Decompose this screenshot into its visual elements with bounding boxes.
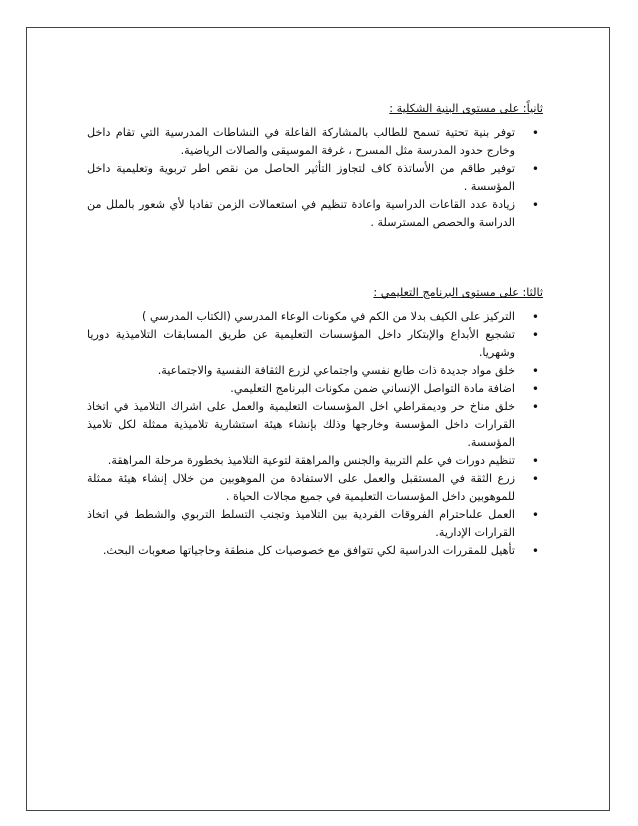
list-item: • العمل علىاحترام الفروقات الفردية بين التلاميذ وتجنب التسلط التربوي والشطط في اتخاذ القرارات الإدارية. [87, 506, 515, 542]
section-heading: ثانياً: على مستوى البنية الشكلية : [389, 102, 543, 115]
list-item: • توفير طاقم من الأساتذة كاف لتجاوز التأثير الحاصل من نقص اطر تربوية وتعليمية داخل المؤسسة . [87, 160, 515, 196]
list-item: • زرع الثقة في المستقبل والعمل على الاستفادة من الموهوبين من خلال إنشاء هيئة ممثلة للموهوبين داخل المؤسسات التعليمية في جميع مجالات الحياة . [87, 470, 515, 506]
document-body [87, 100, 543, 560]
bullet-list [87, 308, 543, 560]
list-item: • تنظيم دورات في علم التربية والجنس والمراهقة لتوعية التلاميذ بخطورة مرحلة المراهقة. [87, 452, 515, 470]
list-item: • اضافة مادة التواصل الإنساني ضمن مكونات البرنامج التعليمي. [87, 380, 515, 398]
list-item: • خلق مناخ حر وديمقراطي اخل المؤسسات التعليمية والعمل على اشراك التلاميذ في اتخاذ القرارات داخل المؤسسة وخارجها وذلك بإنشاء هيئة استشارية تلاميذية ممثلة لكل تلاميذ المؤسسة. [87, 398, 515, 452]
section-curriculum-level [87, 284, 543, 560]
section-structural-level [87, 100, 543, 232]
list-item: • تأهيل للمقررات الدراسية لكي تتوافق مع خصوصيات كل منطقة وحاجياتها صعوبات البحث. [87, 542, 515, 560]
list-item: • توفر بنية تحتية تسمح للطالب بالمشاركة الفاعلة في النشاطات المدرسية التي تقام داخل وخارج حدود المدرسة مثل المسرح ، غرفة الموسيقى والصالات الرياضية. [87, 124, 515, 160]
list-item: • زيادة عدد القاعات الدراسية واعادة تنظيم في استعمالات الزمن تفاديا لأي شعور بالملل من الدراسة والحصص المسترسلة . [87, 196, 515, 232]
section-heading: ثالثا: على مستوى البرنامج التعليمي : [373, 286, 543, 299]
list-item: • تشجيع الأبداع والإبتكار داخل المؤسسات التعليمية عن طريق المسابقات التلاميذية دوريا وشهريا. [87, 326, 515, 362]
list-item: • خلق مواد جديدة ذات طابع نفسي واجتماعي لزرع الثقافة النفسية والاجتماعية. [87, 362, 515, 380]
list-item: • التركيز على الكيف بدلا من الكم في مكونات الوعاء المدرسي (الكتاب المدرسي ) [87, 308, 515, 326]
document-page [26, 27, 610, 811]
bullet-list [87, 124, 543, 232]
